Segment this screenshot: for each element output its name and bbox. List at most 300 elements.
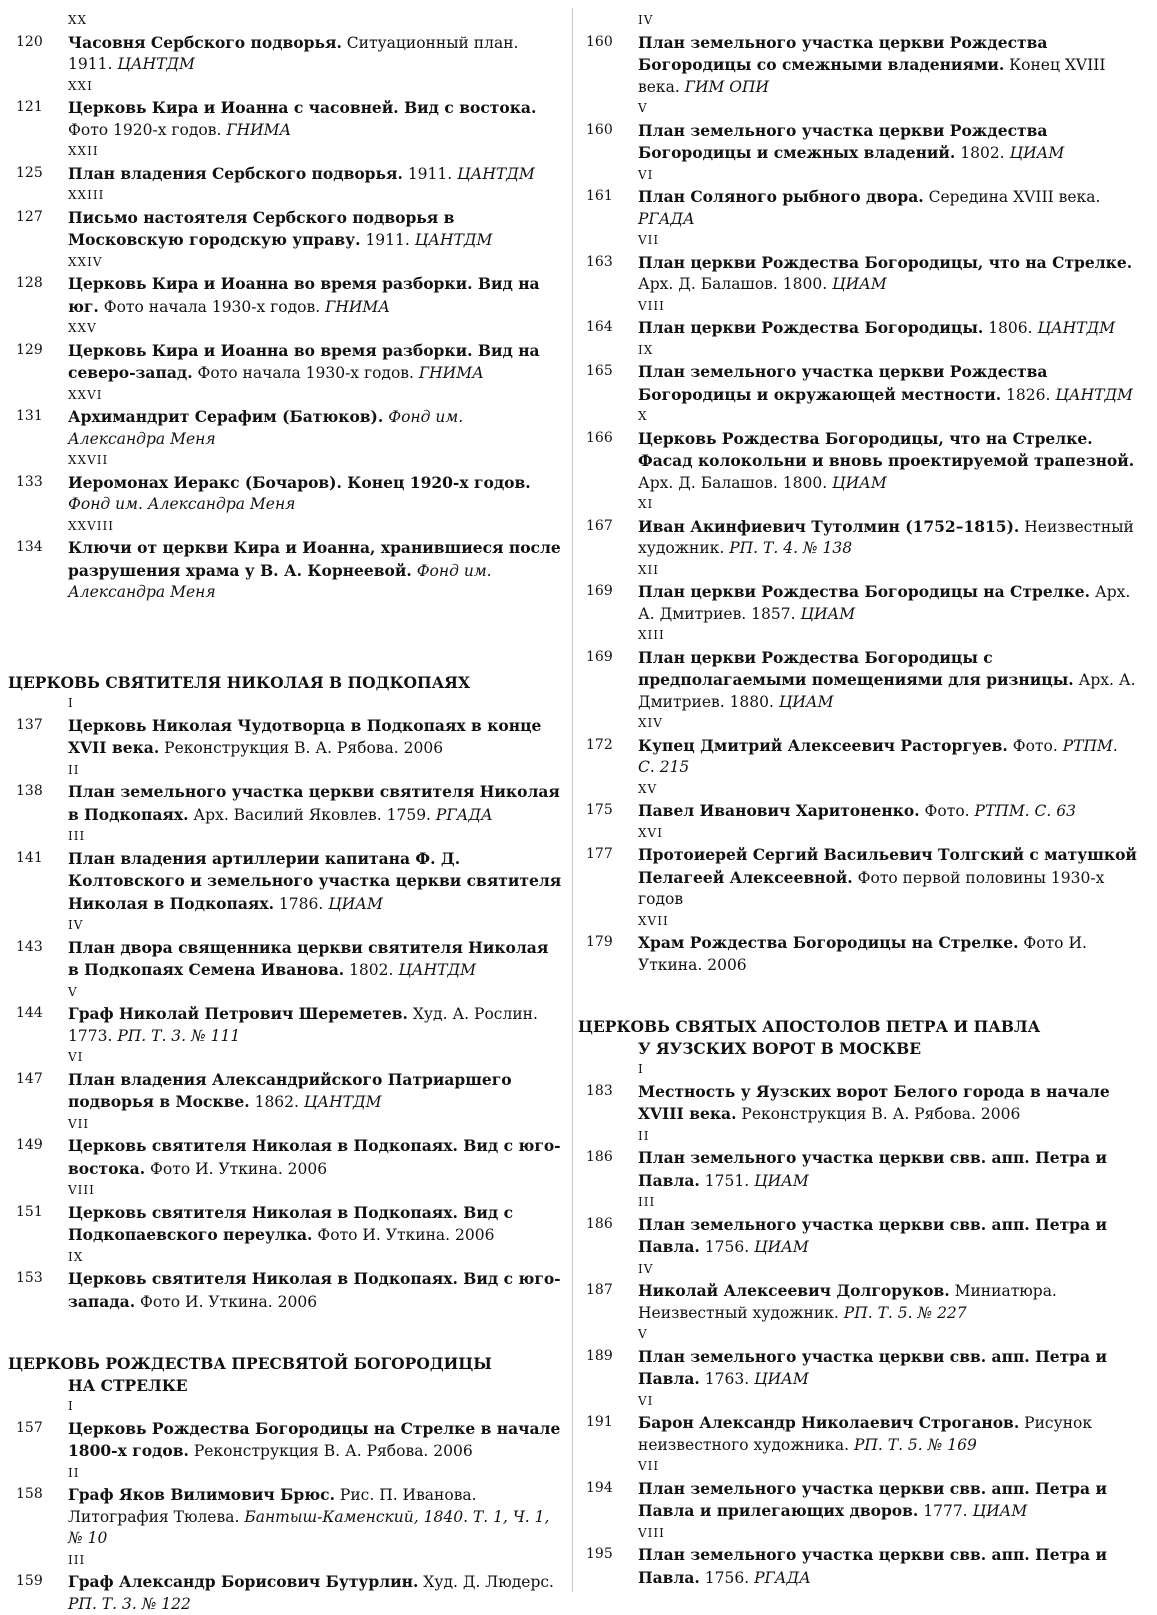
entry-title: Граф Яков Вилимович Брюс. <box>68 1485 335 1504</box>
entry-source: РТПМ. С. 215 <box>638 736 1118 776</box>
entry-source: ЦАНТДМ <box>117 55 195 73</box>
page-number: 131 <box>16 408 43 424</box>
entry-description: Фото И. Уткина. 2006 <box>312 1226 495 1244</box>
entry-text <box>68 1571 564 1615</box>
page-number: 158 <box>16 1486 43 1502</box>
list-item <box>16 1202 564 1247</box>
page-number: 143 <box>16 938 43 955</box>
entry-title: Граф Александр Борисович Бутурлин. <box>68 1572 419 1591</box>
page-number: 165 <box>586 363 613 379</box>
list-item <box>586 1081 1138 1126</box>
figure-numeral: XX <box>68 13 88 27</box>
list-item <box>16 937 564 982</box>
entry-source: РГАДА <box>754 1568 811 1587</box>
entry-text <box>638 735 1138 779</box>
entry-description: 1756. <box>699 1238 750 1256</box>
list-item <box>586 581 1138 625</box>
list-item <box>16 1069 564 1114</box>
entry-description: Арх. Д. Балашов. 1800. <box>638 473 828 492</box>
entry-source: Фонд им. Александра Меня <box>68 561 492 601</box>
page-number: 134 <box>16 539 43 555</box>
list-item <box>16 207 564 252</box>
section-title-peter-paul <box>578 1016 1138 1059</box>
entry-text <box>638 428 1138 495</box>
page-number: 187 <box>586 1282 613 1298</box>
entry-title: Архимандрит Серафим (Батюков). <box>68 407 384 426</box>
entry-title: План церкви Рождества Богородицы с предполагаемыми помещениями для ризницы. <box>638 647 1074 689</box>
entry-description: Фото первой половины 1930-х годов <box>638 868 1105 908</box>
entry-source: ГНИМА <box>226 120 292 139</box>
entry-text <box>68 937 564 982</box>
entry-description: Реконструкция В. А. Рябова. 2006 <box>159 739 444 757</box>
page-number: 161 <box>586 188 613 204</box>
page-number: 167 <box>586 517 613 534</box>
figure-numeral: VI <box>638 167 654 182</box>
page-number: 191 <box>586 1414 613 1430</box>
entry-description: Конец XVIII века. <box>638 56 1106 96</box>
entry-source: ГНИМА <box>418 364 484 382</box>
figure-numeral: XVII <box>638 913 669 928</box>
entry-description: 1763. <box>699 1370 750 1388</box>
entry-title: Граф Николай Петрович Шереметев. <box>68 1004 408 1023</box>
entry-title: Часовня Сербского подворья. <box>68 32 342 52</box>
entry-description: Арх. Д. Балашов. 1800. <box>638 275 828 293</box>
page-number: 138 <box>16 783 43 799</box>
figure-numeral: VII <box>68 1116 90 1131</box>
entry-title: План земельного участка церкви Рождества Богородицы со смежными владениями. <box>638 32 1048 74</box>
figure-numeral: I <box>68 696 74 710</box>
entry-description: Арх. А. Дмитриев. 1880. <box>638 671 1136 711</box>
entry-description: 1786. <box>273 894 324 913</box>
entry-text <box>638 1081 1138 1126</box>
section-title-line2: НА СТРЕЛКЕ <box>68 1375 188 1395</box>
list-item <box>16 273 564 318</box>
entry-description: 1751. <box>699 1171 750 1190</box>
entry-text <box>68 406 564 450</box>
page-number: 141 <box>16 849 43 866</box>
entry-title: Ключи от церкви Кира и Иоанна, хранившиеся после разрушения храма у В. А. Корнеевой. <box>68 538 561 580</box>
figure-numeral: XXI <box>68 78 93 93</box>
entry-source: РП. Т. 3. № 122 <box>68 1594 191 1613</box>
list-item <box>586 1147 1138 1192</box>
figure-numeral: VII <box>638 233 660 247</box>
page-number: 169 <box>586 583 613 599</box>
list-item <box>586 1280 1138 1324</box>
figure-numeral: XII <box>638 562 660 577</box>
entry-source: ЦИАМ <box>778 692 834 711</box>
left-column <box>8 10 564 1615</box>
list-item <box>16 340 564 385</box>
entry-source: ЦИАМ <box>1009 144 1065 162</box>
list-item <box>586 1214 1138 1259</box>
entry-source: ЦАНТДМ <box>414 231 493 249</box>
page-number: 160 <box>586 33 613 50</box>
entry-title: Николай Алексеевич Долгоруков. <box>638 1281 950 1300</box>
entry-source: Фонд им. Александра Меня <box>68 408 464 448</box>
figure-numeral: XXVII <box>68 453 109 467</box>
entry-title: План земельного участка церкви свв. апп. Петра и Павла. <box>638 1346 1107 1388</box>
entry-title: План земельного участка церкви свв. апп. Петра и Павла и прилегающих дворов. <box>638 1478 1107 1520</box>
entry-text <box>68 1268 564 1313</box>
figure-numeral: V <box>68 984 78 999</box>
entry-source: РП. Т. 4. № 138 <box>729 539 853 557</box>
entry-text <box>68 207 564 252</box>
page-number: 151 <box>16 1203 43 1220</box>
entry-title: План земельного участка церкви свв. апп. Петра и Павла. <box>638 1214 1107 1256</box>
figure-numeral: XXVI <box>68 387 103 402</box>
entry-description: Фото начала 1930-х годов. <box>98 297 321 316</box>
entry-text <box>68 273 564 318</box>
page-number: 166 <box>586 429 613 446</box>
entry-description: Фото И. Уткина. 2006 <box>135 1292 318 1311</box>
page-number: 160 <box>586 121 613 138</box>
section-title-line2: У ЯУЗСКИХ ВОРОТ В МОСКВЕ <box>638 1038 922 1058</box>
entry-source: ЦИАМ <box>754 1238 809 1256</box>
entry-source: ЦИАМ <box>328 894 383 913</box>
entry-text <box>68 1069 564 1114</box>
entry-title: План владения артиллерии капитана Ф. Д. Колтовского и земельного участка церкви святителя Николая в Подкопаях. <box>68 848 562 913</box>
figure-numeral: VI <box>638 1393 654 1408</box>
entry-list <box>586 10 1138 976</box>
entry-description: Фото. <box>1007 736 1058 755</box>
page-number: 149 <box>16 1137 43 1153</box>
entry-title: Барон Александр Николаевич Строганов. <box>638 1413 1020 1432</box>
entry-list <box>16 693 564 1313</box>
entry-text <box>638 361 1138 406</box>
entry-description: 1911. <box>360 231 410 249</box>
page-number: 120 <box>16 33 43 50</box>
entry-text <box>68 1202 564 1247</box>
figure-numeral: II <box>68 1465 80 1480</box>
entry-title: Купец Дмитрий Алексеевич Расторгуев. <box>638 735 1008 755</box>
page-number: 157 <box>16 1419 43 1436</box>
entry-text <box>68 715 564 760</box>
entry-text <box>68 537 564 604</box>
entry-description: 1802. <box>955 144 1005 162</box>
entry-title: Церковь Рождества Богородицы на Стрелке в начале 1800-х годов. <box>68 1418 561 1460</box>
entry-source: ЦАНТДМ <box>1055 385 1133 404</box>
section-title-text: ЦЕРКОВЬ СВЯТИТЕЛЯ НИКОЛАЯ В ПОДКОПАЯХ <box>8 672 471 692</box>
page-number: 186 <box>586 1149 613 1165</box>
entry-description: Неизвестный художник. <box>638 517 1134 557</box>
page-number: 121 <box>16 99 43 115</box>
figure-numeral: VII <box>638 1459 660 1473</box>
list-item <box>16 406 564 450</box>
entry-text <box>638 1280 1138 1324</box>
figure-numeral: III <box>638 1195 656 1209</box>
list-item <box>16 1003 564 1047</box>
section-title-line1: ЦЕРКОВЬ СВЯТЫХ АПОСТОЛОВ ПЕТРА И ПАВЛА <box>578 1017 1041 1036</box>
entry-description: Рис. П. Иванова. Литография Тюлева. <box>68 1486 477 1526</box>
entry-description: Фото 1920-х годов. <box>68 120 222 139</box>
entry-title: Павел Иванович Харитоненко. <box>638 801 920 820</box>
figure-numeral: I <box>68 1399 74 1413</box>
page-number: 177 <box>586 846 613 862</box>
entry-title: Иеромонах Иеракс (Бочаров). Конец 1920-х годов. <box>68 472 531 492</box>
entry-text <box>638 1214 1138 1259</box>
entry-source: РП. Т. 5. № 169 <box>853 1435 977 1454</box>
entry-text <box>638 32 1138 99</box>
entry-text <box>638 647 1138 714</box>
entry-description: Фото начала 1930-х годов. <box>192 364 414 382</box>
entry-source: ЦИАМ <box>972 1502 1028 1520</box>
entry-source: ЦИАМ <box>832 275 887 293</box>
list-item <box>586 1346 1138 1391</box>
entry-text <box>638 1412 1138 1456</box>
list-item <box>16 781 564 826</box>
page-number: 147 <box>16 1070 43 1087</box>
list-item <box>586 361 1138 406</box>
figure-numeral: IX <box>638 342 654 357</box>
entry-description: 1806. <box>983 319 1033 337</box>
entry-title: Церковь Рождества Богородицы, что на Стрелке. Фасад колокольни и вновь проектируемой трапезной. <box>638 428 1135 470</box>
entry-text <box>68 848 564 916</box>
entry-source: ЦИАМ <box>832 473 887 492</box>
page-number: 144 <box>16 1005 43 1021</box>
entry-description: Фото И. Уткина. 2006 <box>638 934 1087 974</box>
entry-text <box>68 1135 564 1180</box>
entry-text <box>638 800 1138 823</box>
entry-source: РП. Т. 5. № 227 <box>843 1303 967 1322</box>
page-number: 164 <box>586 319 613 335</box>
figure-numeral: V <box>638 101 648 115</box>
entry-description: 1756. <box>699 1568 750 1587</box>
entry-title: Иван Акинфиевич Тутолмин (1752–1815). <box>638 516 1020 536</box>
list-item <box>16 848 564 916</box>
list-item <box>586 735 1138 779</box>
figure-numeral: XIV <box>638 716 663 730</box>
page-number: 189 <box>586 1347 613 1364</box>
entry-text <box>68 472 564 516</box>
list-item <box>586 252 1138 296</box>
entry-title: План церкви Рождества Богородицы. <box>638 318 984 337</box>
figure-numeral: XXIII <box>68 188 105 202</box>
entry-source: ЦАНТДМ <box>303 1093 382 1111</box>
entry-title: План Соляного рыбного двора. <box>638 187 924 206</box>
list-item <box>16 537 564 604</box>
entry-description: Худ. А. Рослин. 1773. <box>68 1005 538 1045</box>
entry-text <box>68 97 564 141</box>
page-number: 129 <box>16 341 43 358</box>
entry-title: План владения Сербского подворья. <box>68 163 403 183</box>
list-item <box>16 163 564 186</box>
entry-title: План владения Александрийского Патриаршего подворья в Москве. <box>68 1069 512 1111</box>
entry-title: План церкви Рождества Богородицы, что на Стрелке. <box>638 252 1133 272</box>
figure-numeral: XXVIII <box>68 518 114 533</box>
entry-description: 1802. <box>344 961 394 979</box>
entry-description: Арх. А. Дмитриев. 1857. <box>638 583 1131 623</box>
entry-description: 1911. <box>402 164 453 183</box>
entry-title: Церковь Кира и Иоанна во время разборки. Вид на юг. <box>68 274 540 316</box>
entry-title: Протоиерей Сергий Васильевич Толгский с матушкой Пелагеей Алексеевной. <box>638 845 1137 887</box>
page-number: 133 <box>16 473 43 490</box>
figure-numeral: III <box>68 1552 86 1567</box>
column-divider <box>572 8 573 1592</box>
entry-list <box>16 10 564 604</box>
entry-text <box>638 932 1138 976</box>
figure-numeral: V <box>638 1327 648 1341</box>
figure-numeral: VIII <box>68 1183 95 1197</box>
entry-description: Фото. <box>919 802 970 820</box>
list-item <box>586 844 1138 911</box>
entry-title: План земельного участка церкви Рождества Богородицы и смежных владений. <box>638 120 1048 162</box>
entry-title: Церковь святителя Николая в Подкопаях. Вид с юго-востока. <box>68 1136 561 1178</box>
list-item <box>16 1135 564 1180</box>
list-item <box>586 32 1138 99</box>
entry-source: РТПМ. С. 63 <box>974 802 1076 820</box>
list-item <box>586 1478 1138 1523</box>
entry-title: Местность у Яузских ворот Белого города в начале XVIII века. <box>638 1081 1110 1123</box>
entry-description: Миниатюра. Неизвестный художник. <box>638 1282 1057 1322</box>
entry-text <box>68 340 564 385</box>
list-item <box>16 32 564 76</box>
list-item <box>586 428 1138 495</box>
entry-description: Фото И. Уткина. 2006 <box>145 1159 328 1178</box>
entry-title: План двора священника церкви святителя Николая в Подкопаях Семена Иванова. <box>68 937 549 979</box>
entry-source: ЦИАМ <box>754 1171 809 1190</box>
entry-text <box>638 516 1138 560</box>
entry-text <box>638 1478 1138 1523</box>
figure-numeral: II <box>638 1128 650 1143</box>
entry-text <box>638 317 1138 340</box>
page-number: 169 <box>586 648 613 665</box>
list-item <box>586 186 1138 230</box>
page-number: 127 <box>16 208 43 225</box>
figure-numeral: IV <box>68 918 84 932</box>
entry-description: 1862. <box>249 1093 299 1111</box>
figure-numeral: IV <box>638 13 654 27</box>
page-number: 183 <box>586 1082 613 1099</box>
entry-description: Рисунок неизвестного художника. <box>638 1414 1093 1454</box>
page-number: 195 <box>586 1546 613 1562</box>
entry-text <box>68 781 564 826</box>
entry-source: Фонд им. Александра Меня <box>68 495 296 513</box>
entry-source: РП. Т. 3. № 111 <box>117 1026 241 1045</box>
figure-numeral: XIII <box>638 628 665 642</box>
figure-numeral: XXII <box>68 144 99 158</box>
page-number: 163 <box>586 253 613 270</box>
entry-title: Церковь Кира и Иоанна с часовней. Вид с востока. <box>68 98 537 117</box>
entry-source: ЦИАМ <box>800 604 856 623</box>
entry-source: ЦИАМ <box>754 1370 809 1388</box>
entry-title: Церковь Николая Чудотворца в Подкопаях в конце XVII века. <box>68 715 542 757</box>
figure-numeral: XXV <box>68 321 97 335</box>
figure-numeral: VI <box>68 1050 84 1064</box>
entry-list <box>16 1396 564 1615</box>
entry-text <box>638 186 1138 230</box>
entry-text <box>68 1418 564 1463</box>
figure-numeral: III <box>68 829 86 843</box>
figure-numeral: IV <box>638 1261 654 1276</box>
entry-description: 1826. <box>1001 385 1051 404</box>
entry-list <box>586 1059 1138 1589</box>
entry-title: План церкви Рождества Богородицы на Стрелке. <box>638 582 1091 601</box>
list-item <box>586 120 1138 165</box>
list-item <box>16 1418 564 1463</box>
figure-numeral: XVI <box>638 825 663 840</box>
page-number: 125 <box>16 164 43 181</box>
list-item <box>586 647 1138 714</box>
entry-source: РГАДА <box>638 209 695 228</box>
entry-title: План земельного участка церкви святителя Николая в Подкопаях. <box>68 782 560 824</box>
figure-numeral: II <box>68 762 80 777</box>
entry-description: Арх. Василий Яковлев. 1759. <box>188 805 431 824</box>
entry-source: ГНИМА <box>325 297 391 316</box>
figure-numeral: VIII <box>638 1525 665 1540</box>
list-item <box>586 1544 1138 1589</box>
entry-text <box>68 32 564 76</box>
list-item <box>16 1268 564 1313</box>
entry-title: Церковь святителя Николая в Подкопаях. Вид с Подкопаевского переулка. <box>68 1202 514 1244</box>
page-number: 186 <box>586 1215 613 1232</box>
entry-text <box>638 252 1138 296</box>
entry-source: ЦАНТДМ <box>457 164 535 183</box>
figure-numeral: XV <box>638 781 658 796</box>
page-number: 153 <box>16 1270 43 1286</box>
entry-text <box>638 1147 1138 1192</box>
entry-description: Середина XVIII века. <box>923 188 1101 206</box>
entry-text <box>68 163 564 186</box>
section-title-strelka <box>8 1353 564 1396</box>
entry-source: ГИМ ОПИ <box>684 77 770 96</box>
entry-description: 1777. <box>918 1502 968 1520</box>
entry-text <box>638 1544 1138 1589</box>
page-number: 159 <box>16 1573 43 1589</box>
entry-source: ЦАНТДМ <box>398 961 476 979</box>
entry-text <box>68 1003 564 1047</box>
entry-source: Бантыш-Каменский, 1840. Т. 1, Ч. 1, № 10 <box>68 1507 550 1547</box>
figure-numeral: X <box>638 409 648 423</box>
entry-text <box>638 1346 1138 1391</box>
list-item <box>16 1484 564 1550</box>
figure-numeral: I <box>638 1062 644 1076</box>
list-item <box>586 800 1138 823</box>
entry-text <box>638 120 1138 165</box>
entry-title: План земельного участка церкви свв. апп. Петра и Павла. <box>638 1545 1107 1587</box>
entry-text <box>638 581 1138 625</box>
section-title-line1: ЦЕРКОВЬ РОЖДЕСТВА ПРЕСВЯТОЙ БОГОРОДИЦЫ <box>8 1354 492 1373</box>
list-item <box>586 516 1138 560</box>
entry-source: ЦАНТДМ <box>1037 319 1116 337</box>
page-number: 175 <box>586 802 613 818</box>
list-item <box>586 1412 1138 1456</box>
page-number: 128 <box>16 275 43 291</box>
entry-text <box>638 844 1138 911</box>
entry-title: План земельного участка церкви свв. апп. Петра и Павла. <box>638 1148 1107 1190</box>
entry-title: План земельного участка церкви Рождества Богородицы и окружающей местности. <box>638 362 1048 404</box>
entry-description: Реконструкция В. А. Рябова. 2006 <box>188 1442 473 1460</box>
entry-text <box>68 1484 564 1550</box>
list-item <box>16 1571 564 1615</box>
list-item <box>16 97 564 141</box>
list-item <box>16 472 564 516</box>
entry-description: Реконструкция В. А. Рябова. 2006 <box>736 1105 1021 1123</box>
page-number: 194 <box>586 1479 613 1496</box>
entry-title: Церковь святителя Николая в Подкопаях. Вид с юго-запада. <box>68 1269 561 1311</box>
entry-title: Церковь Кира и Иоанна во время разборки. Вид на северо-запад. <box>68 340 540 382</box>
list-item <box>586 932 1138 976</box>
entry-description: Худ. Д. Людерс. <box>418 1573 554 1591</box>
figure-numeral: XI <box>638 497 654 511</box>
list-item <box>16 715 564 760</box>
figure-numeral: IX <box>68 1249 84 1264</box>
section-title-nikolai <box>8 672 564 694</box>
entry-source: РГАДА <box>435 805 493 824</box>
figure-numeral: XXIV <box>68 254 103 269</box>
page-number: 172 <box>586 736 613 753</box>
page-number: 179 <box>586 934 613 950</box>
entry-title: Храм Рождества Богородицы на Стрелке. <box>638 933 1019 952</box>
